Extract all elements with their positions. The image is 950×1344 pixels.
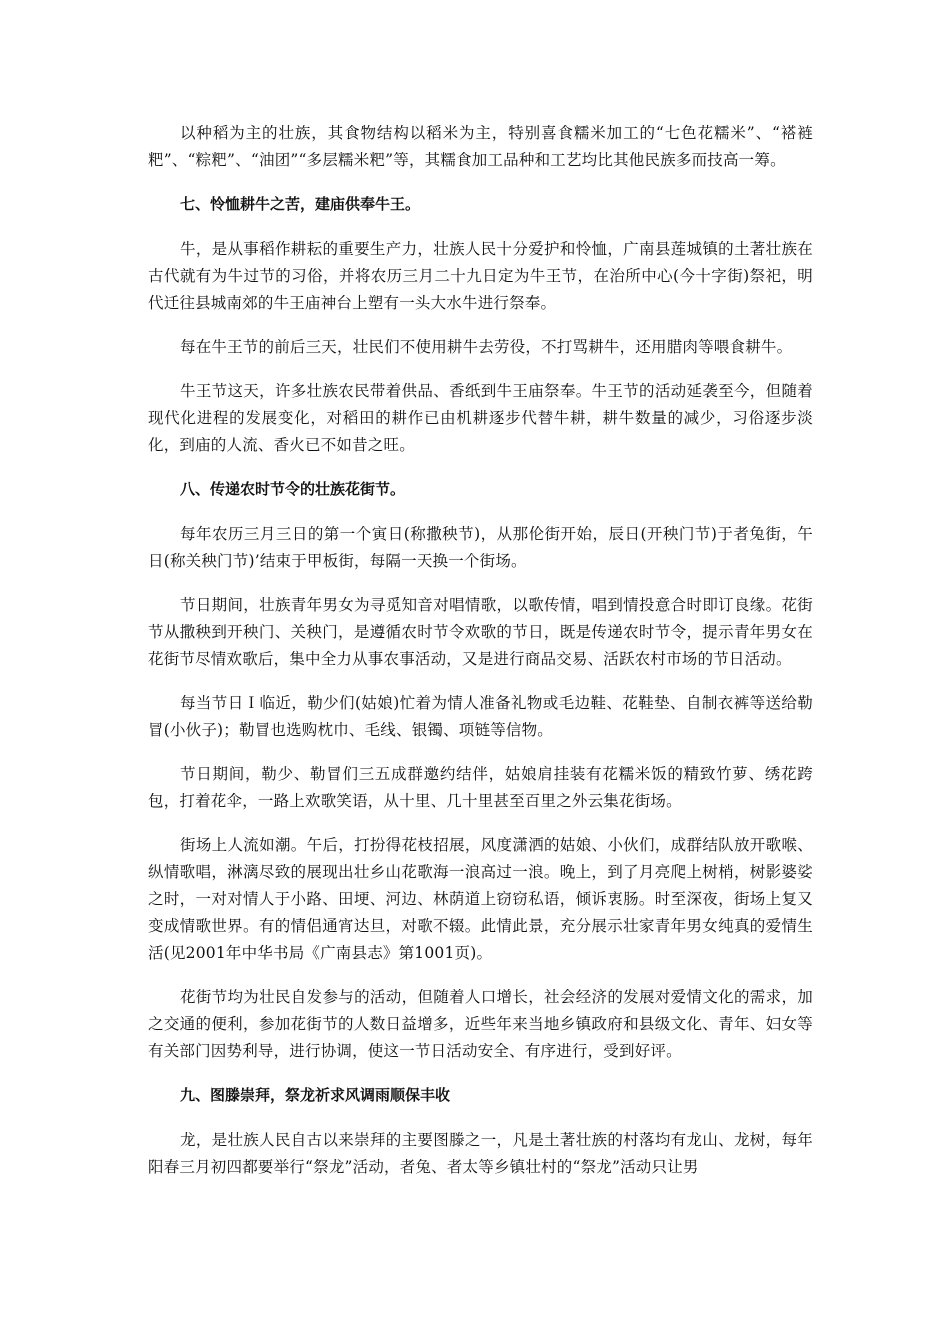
paragraph-gifts: 每当节日Ｉ临近，勒少们(姑娘)忙着为情人准备礼物或毛边鞋、花鞋垫、自制衣裤等送给勒冒(小伙子)；勒冒也选购枕巾、毛线、银镯、项链等信物。: [148, 694, 813, 739]
paragraph-festival-songs: 节日期间，壮族青年男女为寻觅知音对唱情歌，以歌传情，唱到情投意合时即订良缘。花街节从撒秧到开秧门、关秧门，是遵循农时节令欢歌的节日，既是传递农时节令，提示青年男女在花街节尽情欢歌后，集中全力从事农事活动，又是进行商品交易、活跃农村市场的节日活动。: [148, 596, 813, 668]
section-heading-8: 八、传递农时节令的壮族花街节。: [180, 480, 406, 498]
paragraph-ox-king-festival: 牛，是从事稻作耕耘的重要生产力，壮族人民十分爱护和怜恤，广南县莲城镇的土著壮族在古代就有为牛过节的习俗，并将农历三月二十九日定为牛王节，在治所中心(今十字街)祭祀，明代迁往县城南郊的牛王庙神台上塑有一头大水牛进行祭奉。: [148, 240, 813, 312]
paragraph-glutinous-rice: 以种稻为主的壮族，其食物结构以稻米为主，特别喜食糯米加工的“七色花糯米”、“褡裢粑”、“粽粑”、“油团”“多层糯米粑”等，其糯食加工品种和工艺均比其他民族多而技高一筹。: [148, 124, 813, 169]
section-heading-9: 九、图滕崇拜，祭龙祈求风调雨顺保丰收: [180, 1086, 451, 1104]
paragraph-participation: 花街节均为壮民自发参与的活动，但随着人口增长，社会经济的发展对爱情文化的需求，加之交通的便利，参加花街节的人数日益增多，近些年来当地乡镇政府和县级文化、青年、妇女等有关部门因势利导，进行协调，使这一节日活动安全、有序进行，受到好评。: [148, 988, 813, 1060]
paragraph-dragon-worship: 龙，是壮族人民自古以来崇拜的主要图滕之一，凡是土著壮族的村落均有龙山、龙树，每年阳春三月初四都要举行“祭龙”活动，者兔、者太等乡镇壮村的“祭龙”活动只让男: [148, 1131, 813, 1176]
section-heading-7: 七、怜恤耕牛之苦，建庙供奉牛王。: [180, 195, 421, 213]
paragraph-huajie-dates: 每年农历三月三日的第一个寅日(称撒秧节)，从那伦街开始，辰日(开秧门节)于者兔街，午日(称关秧门节)’结束于甲板街，每隔一天换一个街场。: [148, 525, 813, 570]
paragraph-gathering: 节日期间，勒少、勒冒们三五成群邀约结伴，姑娘肩挂装有花糯米饭的精致竹萝、绣花跨包，打着花伞，一路上欢歌笑语，从十里、几十里甚至百里之外云集花街场。: [148, 765, 813, 810]
paragraph-three-days: 每在牛王节的前后三天，壮民们不使用耕牛去劳役，不打骂耕牛，还用腊肉等喂食耕牛。: [180, 338, 793, 356]
document-page: [148, 120, 813, 1198]
paragraph-ox-king-day: 牛王节这天，许多壮族农民带着供品、香纸到牛王庙祭奉。牛王节的活动延袭至今，但随着现代化进程的发展变化，对稻田的耕作已由机耕逐步代替牛耕，耕牛数量的减少，习俗逐步淡化，到庙的人流、香火已不如昔之旺。: [148, 382, 813, 454]
paragraph-market-crowds: 街场上人流如潮。午后，打扮得花枝招展，风度潇洒的姑娘、小伙们，成群结队放开歌喉、纵情歌唱，淋漓尽致的展现出壮乡山花歌海一浪高过一浪。晚上，到了月亮爬上树梢，树影婆娑之时，一对对情人于小路、田埂、河边、林荫道上窃窃私语，倾诉衷肠。时至深夜，街场上复又变成情歌世界。有的情侣通宵达旦，对歌不辍。此情此景，充分展示壮家青年男女纯真的爱情生活(见2001年中华书局《广南县志》第1001页)。: [148, 836, 813, 962]
